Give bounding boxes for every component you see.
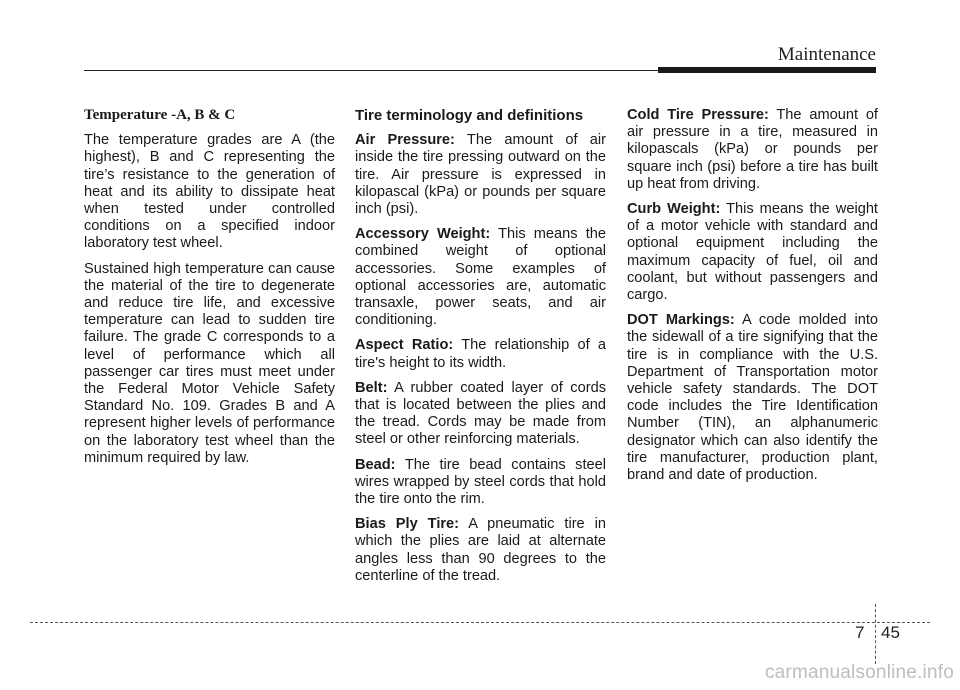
- definition-text: A pneumatic tire in which the plies are laid at alternate angles less than 90 degrees to the centerline of the tread.: [355, 516, 606, 584]
- paragraph-text: Sustained high temperature can cause the material of the tire to degenerate and reduce tire life, and excessive temperature can lead to sudden tire failure. The grade C corresponds to a level of performance which all passenger car tires must meet under the Federal Motor Vehicle Safety Standard No. 109. Grades B and A represent higher levels of performance on the laboratory test wheel than the minimum required by law.: [84, 260, 335, 466]
- paragraph-text: The temperature grades are A (the highest), B and C representing the tire’s resistance to the generation of heat and its ability to dissipate heat when tested under controlled conditions on a specified indoor laboratory test wheel.: [84, 132, 335, 252]
- definition-term: Belt:: [355, 379, 388, 396]
- column-3: [627, 107, 878, 492]
- definition-term: Air Pressure:: [355, 132, 455, 149]
- definition: [355, 516, 606, 585]
- watermark: carmanualsonline.info: [764, 662, 954, 683]
- paragraph: [84, 261, 335, 467]
- temperature-heading: Temperature -A, B & C: [84, 107, 236, 123]
- definition-text: This means the combined weight of optional accessories. Some examples of optional accessories are, automatic transaxle, power seats, and air conditioning.: [355, 226, 606, 329]
- definition-text: The amount of air pressure in a tire, measured in kilopascals (kPa) or pounds per square inch (psi) before a tire has built up heat from driving.: [627, 107, 878, 192]
- definition-term: Aspect Ratio:: [355, 337, 454, 354]
- definition-term: DOT Markings:: [627, 312, 735, 329]
- definition-term: Bias Ply Tire:: [355, 516, 460, 533]
- definition-term: Bead:: [355, 456, 396, 473]
- definition-text: This means the weight of a motor vehicle with standard and optional equipment including the maximum capacity of fuel, oil and coolant, but without passengers and cargo.: [627, 201, 878, 304]
- definition: [355, 457, 606, 509]
- definition: [627, 312, 878, 484]
- definition: [355, 226, 606, 329]
- definition-text: The amount of air inside the tire pressing outward on the tire. Air pressure is expressed in kilopascal (kPa) or pounds per square inch (psi).: [355, 132, 606, 218]
- header-rule-accent: [658, 67, 876, 73]
- definition-text: The relationship of a tire's height to its width.: [355, 337, 607, 371]
- definition-text: A code molded into the sidewall of a tire signifying that the tire is in compliance with the U.S. Department of Transportation motor vehicle safety standards. The DOT code includes the Tire Identification Number (TIN), an alphanumeric designator which can also identify the tire manufacturer, production plant, brand and date of production.: [627, 312, 878, 484]
- page-number: 45: [881, 623, 900, 642]
- header-rule: [84, 70, 660, 71]
- definition: [627, 107, 878, 193]
- definition: [627, 201, 878, 304]
- chapter-number: 7: [855, 623, 865, 642]
- definition: [355, 337, 606, 371]
- definition-term: Accessory Weight:: [355, 226, 491, 243]
- paragraph: [84, 132, 335, 252]
- definition-text: A rubber coated layer of cords that is located between the plies and the tread. Cords may be made from steel or other reinforcing materials.: [355, 379, 606, 448]
- section-title: Maintenance: [777, 44, 876, 65]
- page-number-divider: [875, 604, 876, 664]
- definition: [355, 132, 606, 218]
- definition-term: Curb Weight:: [627, 201, 721, 218]
- definition: [355, 380, 606, 449]
- definition-text: The tire bead contains steel wires wrapped by steel cords that hold the tire onto the rim.: [355, 456, 606, 508]
- column-2: [355, 107, 606, 593]
- column-1: [84, 107, 335, 475]
- terminology-heading: Tire terminology and definitions: [355, 107, 584, 124]
- footer-divider: [30, 622, 930, 623]
- definition-term: Cold Tire Pressure:: [627, 107, 769, 123]
